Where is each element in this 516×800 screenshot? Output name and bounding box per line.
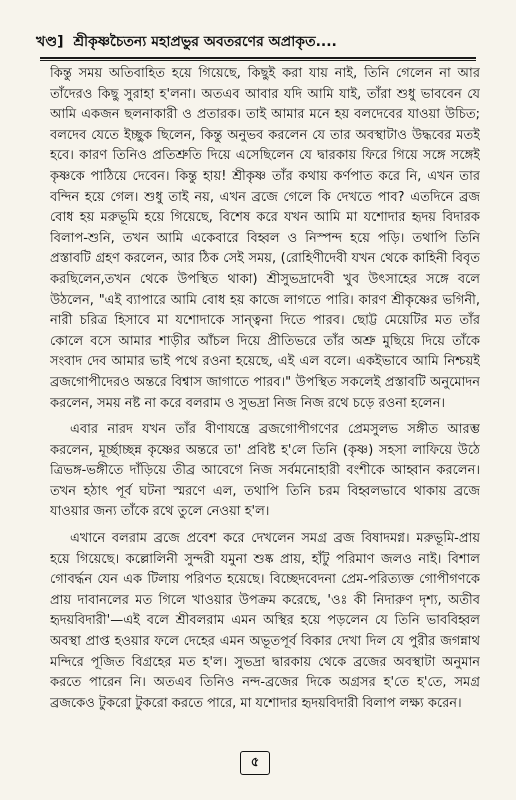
running-header bbox=[36, 30, 486, 54]
paragraph-2: এবার নারদ যখন তাঁর বীণাযন্ত্রে ব্রজগোপীগণের প্রেমসুলভ সঙ্গীত আরম্ভ করলেন, মূর্চ্ছাচ্ছন্ন কৃষ্ণের অন্তরে তা' প্রবিষ্ট হ'লে তিনি (কৃষ্ণ) সহসা লাফিয়ে উঠে ত্রিভঙ্গ-ভঙ্গীতে দাঁড়িয়ে তীব্র আবেগে নিজ সর্বমনোহারী বংশীকে আহ্বান করলেন। তখন হঠাৎ পূর্ব ঘটনা স্মরণে এল, তথাপি তিনি চরম বিহ্বলভাবে থাকায় ব্রজে যাওয়ার জন্য তাঁকে রথে তুলে নেওয়া হ'ল। bbox=[50, 422, 480, 520]
paragraph-3: এখানে বলরাম ব্রজে প্রবেশ করে দেখলেন সমগ্র ব্রজ বিষাদমগ্ন। মরুভূমি-প্রায় হয়ে গিয়েছে। কল্লোলিনী সুন্দরী যমুনা শুষ্ক প্রায়, হাঁটু পরিমাণ জলও নাই। বিশাল গোবর্দ্ধন যেন এক টিলায় পরিণত হয়েছে। বিচ্ছেদবেদনা প্রেম-পরিত্যক্ত গোপীগণকে প্রায় দাবানলের মত গিলে খাওয়ার উপক্রম করেছে, 'ওঃ কী নিদারুণ দৃশ্য, অতীব হৃদয়বিদারী'—এই বলে শ্রীবলরাম এমন অস্থির হয়ে পড়লেন যে তিনি ভাববিহ্বল অবস্থা প্রাপ্ত হওয়ার ফলে দেহের এমন অভূতপূর্ব বিকার দেখা দিল যে পুরীর জগন্নাথ মন্দিরে পূজিত বিগ্রহের মত হ'ল। সুভদ্রা দ্বারকায় থেকে ব্রজের অবস্থাটা অনুমান করতে পারেন নি। অতএব তিনিও নন্দ-ব্রজের দিকে অগ্রসর হ'তে হ'তে, সমগ্র ব্রজকেও টুকরো টুকরো করতে পারে, মা যশোদার হৃদয়বিদারী বিলাপ লক্ষ্য করেন। bbox=[50, 531, 480, 711]
section-marker: খণ্ড] bbox=[36, 34, 64, 50]
body-text bbox=[50, 64, 480, 732]
header-rule bbox=[40, 57, 476, 59]
chapter-title: শ্রীকৃষ্ণচৈতন্য মহাপ্রভুর অবতরণের অপ্রাকৃত.... bbox=[73, 34, 337, 50]
page-number: ৫ bbox=[240, 751, 270, 775]
paragraph-1: কিন্তু সময় অতিবাহিত হয়ে গিয়েছে, কিছুই করা যায় নাই, তিনি গেলেন না আর তাঁদেরও কিছু সুরাহা হ'লনা। অতএব আবার যদি আমি যাই, তাঁরা শুধু ভাববেন যে আমি একজন ছলনাকারী ও প্রতারক। তাই আমার মনে হয় বলদেবের যাওয়া উচিত; বলদেব যেতে ইচ্ছুক ছিলেন, কিন্তু অনুভব করলেন যে তার অবস্থাটাও উদ্ধবের মতই হবে। কারণ তিনিও প্রতিশ্রুতি দিয়ে এসেছিলেন যে দ্বারকায় ফিরে গিয়ে সঙ্গে সঙ্গেই কৃষ্ণকে পাঠিয়ে দেবেন। কিন্তু হায়! শ্রীকৃষ্ণ তাঁর কথায় কর্ণপাত করে নি, এখন তার বন্দিন হয়ে গেল। শুধু তাই নয়, এখন ব্রজে গেলে কি দেখতে পাব? এতদিনে ব্রজ বোধ হয় মরুভূমি হয়ে গিয়েছে, বিশেষ করে যখন আমি মা যশোদার হৃদয় বিদারক বিলাপ-শুনি, তখন আমি একেবারে বিহ্বল ও নিস্পন্দ হয়ে পড়ি। তথাপি তিনি প্রস্তাবটি গ্রহণ করলেন, আর ঠিক সেই সময়, (রোহিণীদেবী যখন থেকে কাহিনী বিবৃত করছিলেন,তখন থেকে উপস্থিত থাকা) শ্রীসুভদ্রাদেবী খুব উৎসাহের সঙ্গে বলে উঠলেন, "এই ব্যাপারে আমি বোধ হয় কাজে লাগতে পারি। কারণ শ্রীকৃষ্ণের ভগিনী, নারী চরিত্র হিসাবে মা যশোদাকে সান্ত্বনা দিতে পারব। ছোট্ট মেয়েটির মত তাঁর কোলে বসে আমার শাড়ীর আঁচল দিয়ে প্রীতিভরে তাঁর অশ্রু মুছিয়ে দিয়ে তাঁকে সংবাদ দেব আমার ভাই পথে রওনা হয়েছে, এই এল বলে। একইভাবে আমি নিশ্চয়ই ব্রজগোপীদেরও অন্তরে বিশ্বাস জাগাতে পারব।" উপস্থিত সকলেই প্রস্তাবটি অনুমোদন করলেন, সময় নষ্ট না করে বলরাম ও সুভদ্রা নিজ নিজ রথে চড়ে রওনা হলেন। bbox=[50, 66, 480, 411]
